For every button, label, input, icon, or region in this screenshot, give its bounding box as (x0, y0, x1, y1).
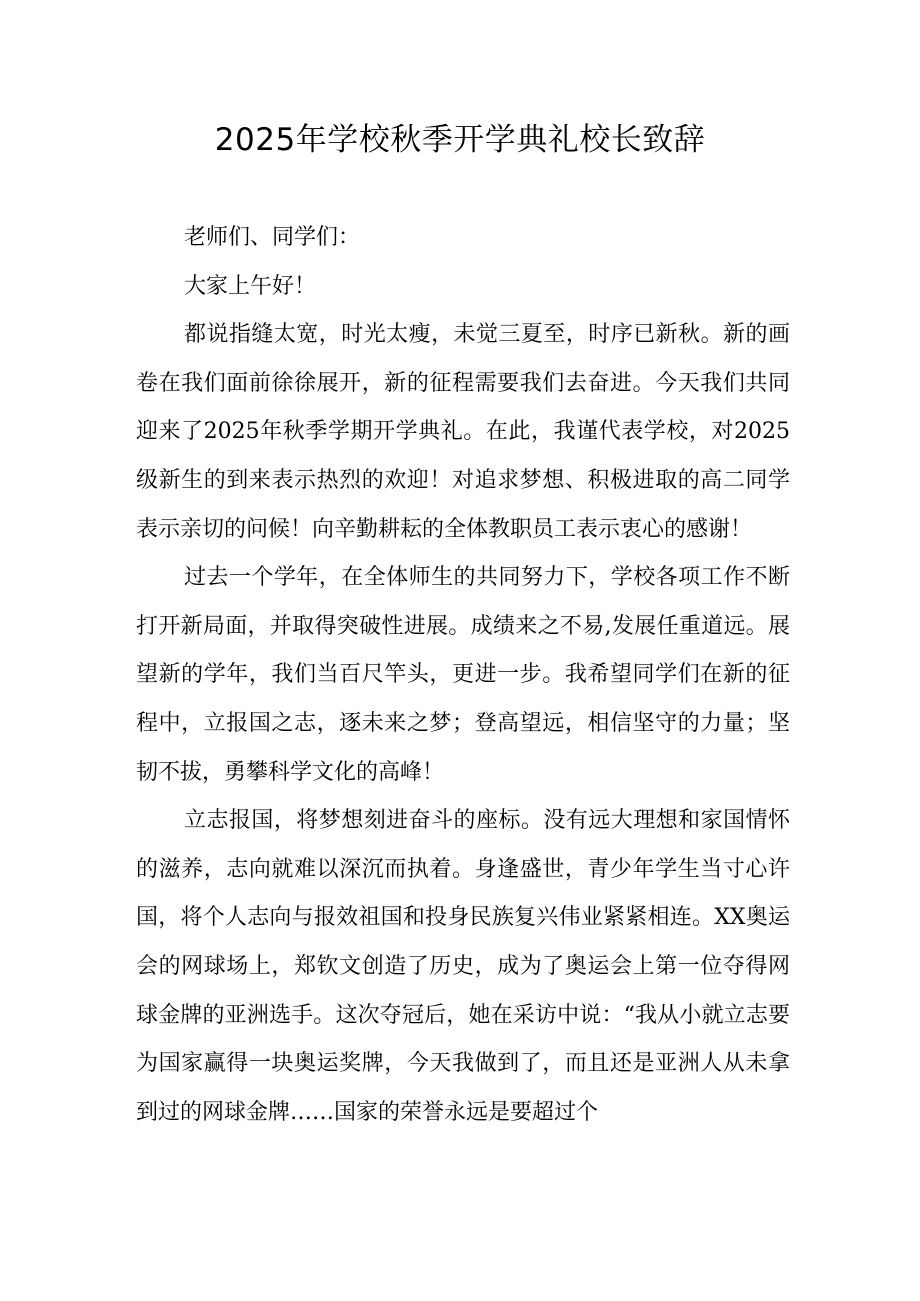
greeting: 大家上午好！ (184, 273, 317, 299)
paragraph-aspiration: 立志报国，将梦想刻进奋斗的座标。没有远大理想和家国情怀的滋养，志向就难以深沉而执着。身逢盛世，青少年学生当寸心许国，将个人志向与报效祖国和投身民族复兴伟业紧紧相连。XX奥运会的网球场上，郑钦文创造了历史，成为了奥运会上第一位夺得网球金牌的亚洲选手。这次夺冠后，她在采访中说：“我从小就立志要为国家赢得一块奥运奖牌，今天我做到了，而且还是亚洲人从未拿到过的网球金牌……国家的荣誉永远是要超过个 (136, 808, 790, 1125)
paragraph-opening: 都说指缝太宽，时光太瘦，未觉三夏至，时序已新秋。新的画卷在我们面前徐徐展开，新的征程需要我们去奋进。今天我们共同迎来了2025年秋季学期开学典礼。在此，我谨代表学校，对2025级新生的到来表示热烈的欢迎！对追求梦想、积极进取的高二同学表示亲切的问候！向辛勤耕耘的全体教职员工表示衷心的感谢！ (136, 322, 790, 542)
salutation: 老师们、同学们： (184, 225, 361, 250)
document-title: 2025年学校秋季开学典礼校长致辞 (214, 122, 706, 158)
document-body (136, 214, 790, 1137)
paragraph-review: 过去一个学年，在全体师生的共同努力下，学校各项工作不断打开新局面，并取得突破性进展。成绩来之不易,发展任重道远。展望新的学年，我们当百尺竿头，更进一步。我希望同学们在新的征程中，立报国之志，逐未来之梦；登高望远，相信坚守的力量；坚韧不拔，勇攀科学文化的高峰！ (136, 565, 790, 785)
